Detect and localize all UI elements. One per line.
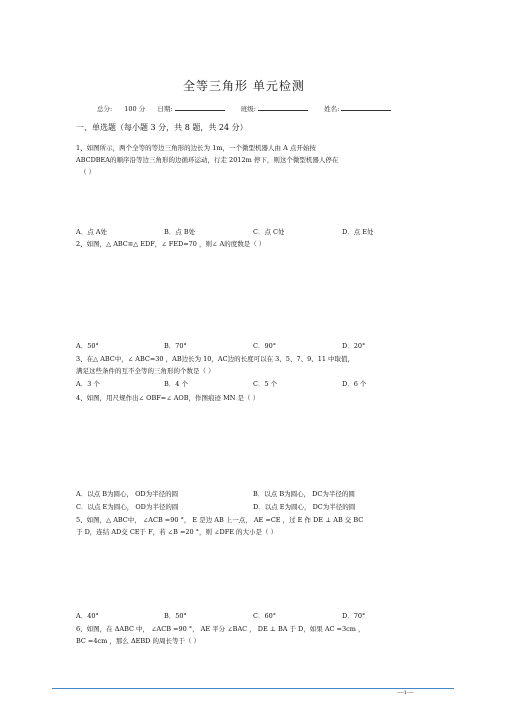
question-4-option-d: D．以点 E为圆心， DC为半径的圆 xyxy=(253,503,356,511)
question-2-option-b: B．70° xyxy=(164,342,187,350)
question-5-option-c: C．60° xyxy=(253,612,276,620)
date-blank xyxy=(175,104,225,111)
question-4-option-c: C．以点 E为圆心， OD为半径的圆 xyxy=(76,503,179,511)
question-1-line-2: ABCDBEA的顺序沿等边三角形的边循环运动，行走 2012m 停下，则这个微型机器人停在 xyxy=(76,156,339,164)
question-4-option-a: A．以点 B为圆心， OD为半径的圆 xyxy=(76,490,179,498)
section-heading: 一、单选题（每小题 3 分，共 8 题，共 24 分） xyxy=(76,123,248,132)
question-3-line-2: 满足这些条件的互不全等的三角形的个数是（ ） xyxy=(76,367,215,375)
question-2-option-c: C．90° xyxy=(253,342,276,350)
class-label: 班级: xyxy=(240,105,256,113)
question-1-line-3: （ ） xyxy=(80,168,96,176)
question-4-line-1: 4、如图，用尺规作出∠ OBF=∠ AOB，作图痕迹 MN 是（ ） xyxy=(76,394,260,402)
question-6-line-2: BC =4cm ，那么 ΔEBD 的周长等于（ ） xyxy=(76,637,201,645)
question-3-option-a: A．3 个 xyxy=(76,380,100,388)
footer-divider xyxy=(52,688,454,689)
page-title: 全等三角形 单元检测 xyxy=(183,79,305,93)
date-label: 日期: xyxy=(157,105,173,113)
question-1-option-a: A．点 A处 xyxy=(76,228,107,236)
question-2-line-1: 2、如图，△ ABC≌△ EDF，∠ FED=70 ，则∠ A的度数是（ ） xyxy=(76,240,266,248)
question-5-line-1: 5、如图，△ ABC中， ∠ACB =90 °， E 是边 AB 上一点， AE =CE ，过 E 作 DE ⊥ AB 交 BC xyxy=(76,516,364,524)
total-value: 100 分 xyxy=(124,105,146,113)
question-4-option-b: B．以点 B为圆心， DC为半径的圆 xyxy=(253,490,355,498)
question-2-option-a: A．50° xyxy=(76,342,99,350)
name-label: 姓名: xyxy=(324,105,340,113)
total-label: 总分: xyxy=(97,105,113,113)
question-1-line-1: 1、如图所示，两个全等的等边三角形的边长为 1m，一个微型机器人由 A 点开始按 xyxy=(76,144,316,152)
header-info xyxy=(97,104,391,113)
question-5-option-a: A．40° xyxy=(76,612,99,620)
question-3-line-1: 3、在△ ABC中，∠ ABC=30 ，AB边长为 10，AC边的长度可以在 3、5、7、9、11 中取值， xyxy=(76,355,355,363)
question-1-option-c: C．点 C处 xyxy=(253,228,285,236)
question-5-option-b: B．50° xyxy=(164,612,187,620)
question-3-option-d: D．6 个 xyxy=(342,380,367,388)
question-5-line-2: 于 D，连结 AD交 CE于 F，若 ∠B =20 °，则 ∠DFE 的大小是（ ） xyxy=(76,528,278,536)
question-3-option-c: C．5 个 xyxy=(253,380,278,388)
question-3-option-b: B．4 个 xyxy=(164,380,188,388)
name-blank xyxy=(341,104,391,111)
question-6-line-1: 6、如图，在 ΔABC 中， ∠ACB =90 °， AE 平分 ∠BAC ， DE ⊥ BA 于 D，如果 AC =3cm ， xyxy=(76,625,365,633)
page-number: ----1---- xyxy=(397,690,414,696)
question-2-option-d: D．20° xyxy=(342,342,366,350)
class-blank xyxy=(258,104,308,111)
question-5-option-d: D．70° xyxy=(342,612,366,620)
question-1-option-b: B．点 B处 xyxy=(164,228,196,236)
question-1-option-d: D．点 E处 xyxy=(342,228,374,236)
